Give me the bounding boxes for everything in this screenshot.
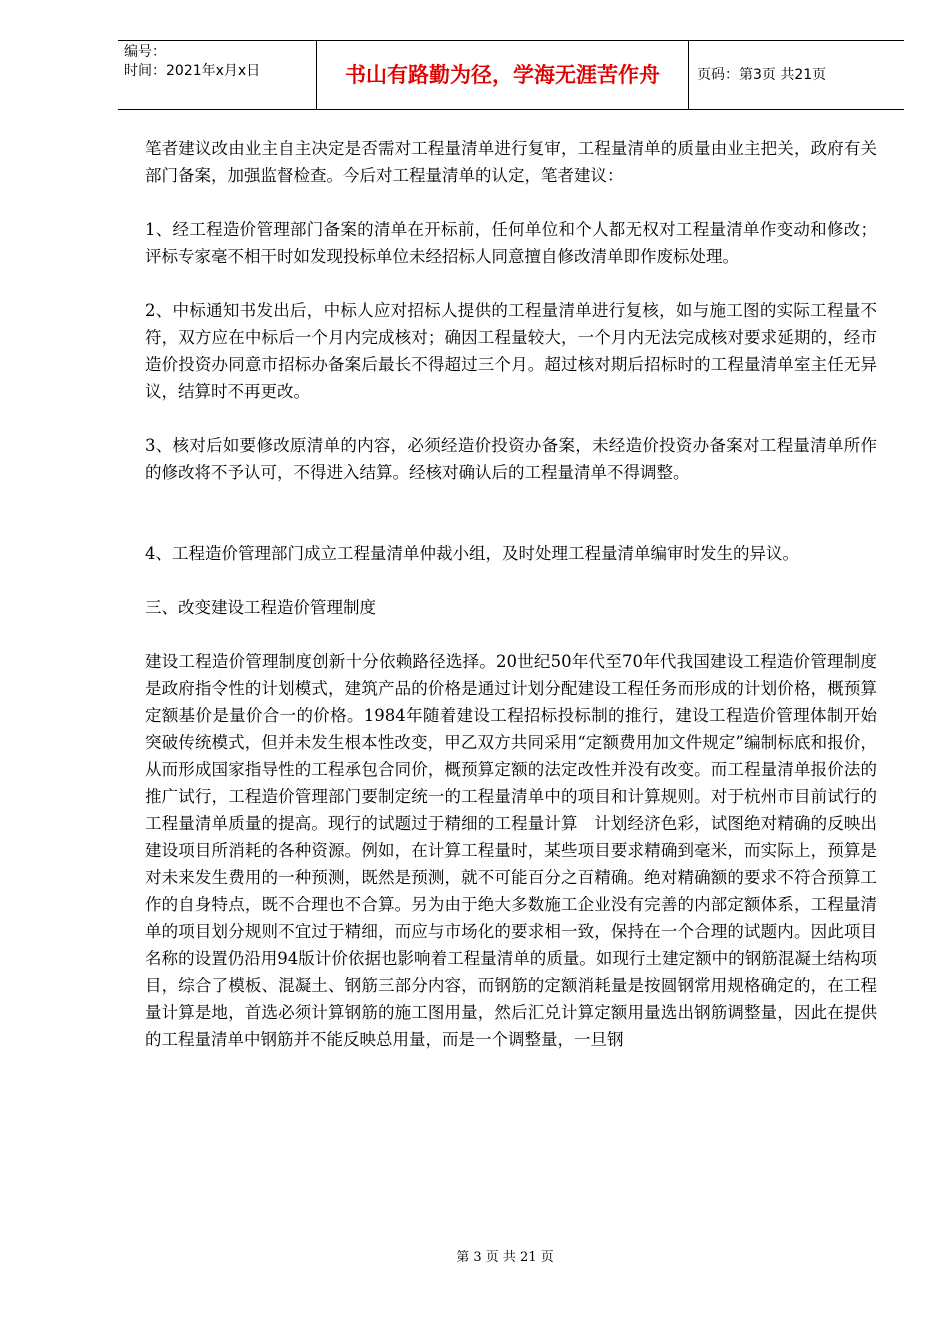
header-info-cell <box>118 41 316 109</box>
paragraph-item-2: 2、中标通知书发出后，中标人应对招标人提供的工程量清单进行复核，如与施工图的实际工程量不符，双方应在中标后一个月内完成核对；确因工程量较大，一个月内无法完成核对要求延期的，经市造价投资办同意市招标办备案后最长不得超过三个月。超过核对期后招标时的工程量清单室主任无异议，结算时不再更改。 <box>145 301 877 401</box>
header-motto: 书山有路勤为径，学海无涯苦作舟 <box>316 41 689 109</box>
page-footer: 第 3 页 共 21 页 <box>456 1250 554 1265</box>
document-header <box>118 40 904 110</box>
number-label: 编号： <box>124 44 166 60</box>
paragraph-item-1: 1、经工程造价管理部门备案的清单在开标前，任何单位和个人都无权对工程量清单作变动和修改；评标专家毫不相干时如发现投标单位未经招标人同意擅自修改清单即作废标处理。 <box>145 220 877 266</box>
header-page-label: 页码：第3页 共21页 <box>697 67 827 83</box>
paragraph-item-4: 4、工程造价管理部门成立工程量清单仲裁小组，及时处理工程量清单编审时发生的异议。 <box>145 544 799 563</box>
paragraph-body: 建设工程造价管理制度创新十分依赖路径选择。20世纪50年代至70年代我国建设工程造价管理制度是政府指令性的计划模式，建筑产品的价格是通过计划分配建设工程任务而形成的计划价格，概预算定额基价是量价合一的价格。1984年随着建设工程招标投标制的推行，建设工程造价管理体制开始突破传统模式，但并未发生根本性改变，甲乙双方共同采用“定额费用加文件规定”编制标底和报价，从而形成国家指导性的工程承包合同价，概预算定额的法定改性并没有改变。而工程量清单报价法的推广试行，工程造价管理部门要制定统一的工程量清单中的项目和计算规则。对于杭州市目前试行的工程量清单质量的提高。现行的试题过于精细的工程量计算 计划经济色彩，试图绝对精确的反映出建设项目所消耗的各种资源。例如，在计算工程量时，某些项目要求精确到毫米，而实际上，预算是对未来发生费用的一种预测，既然是预测，就不可能百分之百精确。绝对精确额的要求不符合预算工作的自身特点，既不合理也不合算。另为由于绝大多数施工企业没有完善的内部定额体系，工程量清单的项目划分规则不宜过于精细，而应与市场化的要求相一致，保持在一个合理的试题内。因此项目名称的设置仍沿用94版计价依据也影响着工程量清单的质量。如现行土建定额中的钢筋混凝土结构项目，综合了模板、混凝土、钢筋三部分内容，而钢筋的定额消耗量是按圆钢常用规格确定的，在工程量计算是地，首选必须计算钢筋的施工图用量，然后汇兑计算定额用量选出钢筋调整量，因此在提供的工程量清单中钢筋并不能反映总用量，而是一个调整量，一旦钢 <box>145 652 877 1049</box>
paragraph-intro: 笔者建议改由业主自主决定是否需对工程量清单进行复审，工程量清单的质量由业主把关，政府有关部门备案，加强监督检查。今后对工程量清单的认定，笔者建议： <box>145 139 877 185</box>
document-body <box>145 135 877 1080</box>
section-heading: 三、改变建设工程造价管理制度 <box>145 598 376 617</box>
time-label: 时间：2021年x月x日 <box>124 63 261 79</box>
paragraph-item-3: 3、核对后如要修改原清单的内容，必须经造价投资办备案，未经造价投资办备案对工程量清单所作的修改将不予认可，不得进入结算。经核对确认后的工程量清单不得调整。 <box>145 436 877 482</box>
